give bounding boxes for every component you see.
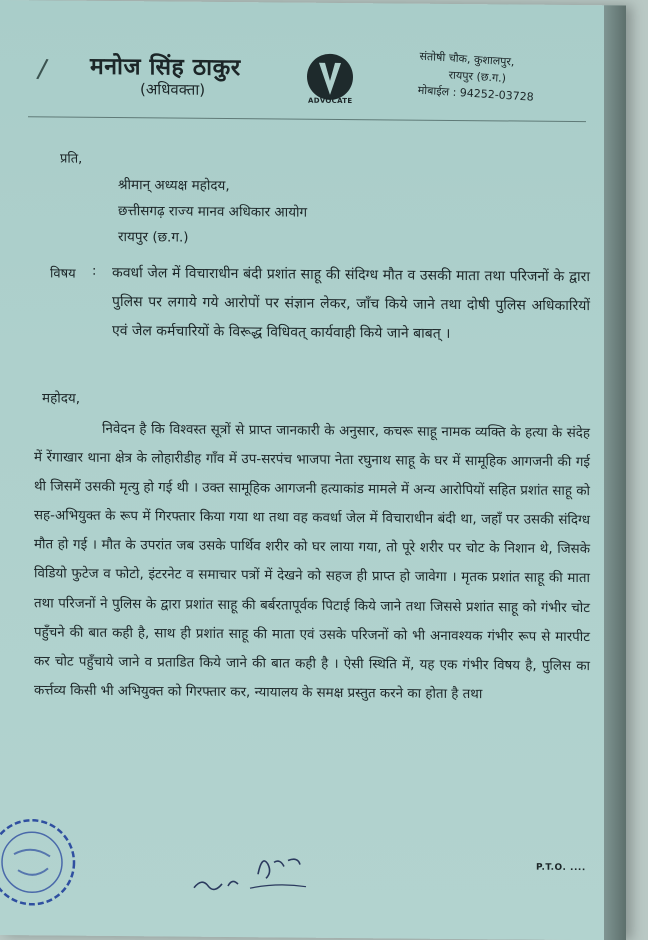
- address-line-2: रायपुर (छ.ग.): [448, 68, 507, 85]
- letterhead-address: [417, 48, 536, 106]
- subject-colon: :: [92, 263, 97, 279]
- logo-label: ADVOCATE: [308, 96, 353, 106]
- recipient-block: [118, 172, 307, 252]
- signature-icon: [188, 848, 318, 901]
- recipient-line-1: श्रीमान् अध्यक्ष महोदय,: [118, 177, 230, 195]
- subject-text: कवर्धा जेल में विचाराधीन बंदी प्रशांत साहू की संदिग्ध मौत व उसकी माता तथा परिजनों के द्वारा पुलिस पर लगाये गये आरोपों पर संज्ञान लेकर, जाँच किये जाने तथा दोषी पुलिस अधिकारियों एवं जेल कर्मचारियों के विरूद्ध विधिवत् कार्यवाही किये जाने बाबत् ।: [112, 264, 590, 342]
- salutation: महोदय,: [42, 390, 81, 407]
- header-divider: [28, 116, 586, 122]
- seal-stamp-icon: [0, 814, 80, 911]
- letterhead-name: मनोज सिंह ठाकुर: [90, 53, 241, 82]
- body-paragraph: निवेदन है कि विश्वस्त सूत्रों से प्राप्त जानकारी के अनुसार, कचरू साहू नामक व्यक्ति के हत्या के संदेह में रेंगाखार थाना क्षेत्र के लोहारीडीह गाँव में उप-सरपंच भाजपा नेता रघुनाथ साहू के घर में सामूहिक आगजनी की गई थी जिसमें उसकी मृत्यु हो गई थी । उक्त सामूहिक आगजनी हत्याकांड मामले में अन्य आरोपियों सहित प्रशांत साहू को सह-अभियुक्त के रूप में गिरफ्तार किया गया था तथा वह कवर्धा जेल में विचाराधीन बंदी था, जहाँ पर उसकी संदिग्ध मौत हो गई । मौत के उपरांत जब उसके पार्थिव शरीर को घर लाया गया, तो पूरे शरीर पर चोट के निशान थे, जिसके विडियो फुटेज व फोटो, इंटरनेट व समाचार पत्रों में देखने को सहज ही प्राप्त हो जावेगा । मृतक प्रशांत साहू की माता तथा परिजनों ने पुलिस के द्वारा प्रशांत साहू की बर्बरतापूर्वक पिटाई किये जाने तथा जिससे प्रशांत साहू को गंभीर चोट पहुँचने की बात कही है, साथ ही प्रशांत साहू की माता एवं उसके परिजनों को भी अनावश्यक गंभीर रूप से मारपीट कर चोट पहुँचाये जाने व प्रताडित किये जाने की बात कही है । ऐसी स्थिति में, यह एक गंभीर विषय है, पुलिस का कर्त्तव्य किसी भी अभियुक्त को गिरफ्तार कर, न्यायालय के समक्ष प्रस्तुत करने का होता है तथा: [34, 421, 590, 703]
- page-edge-shadow: [604, 5, 626, 940]
- subject-label: विषय: [50, 266, 76, 282]
- address-line-1: संतोषी चौक, कुशालपुर,: [419, 49, 515, 69]
- letterhead-role: (अधिवक्ता): [140, 80, 206, 99]
- recipient-line-3: रायपुर (छ.ग.): [118, 229, 189, 246]
- mobile-number: मोबाईल : 94252-03728: [417, 83, 535, 104]
- recipient-prefix: प्रति,: [60, 151, 83, 167]
- recipient-line-2: छत्तीसगढ़ राज्य मानव अधिकार आयोग: [118, 203, 308, 221]
- pen-mark: /: [35, 53, 50, 85]
- page-turn-note: P.T.O. ....: [536, 862, 586, 874]
